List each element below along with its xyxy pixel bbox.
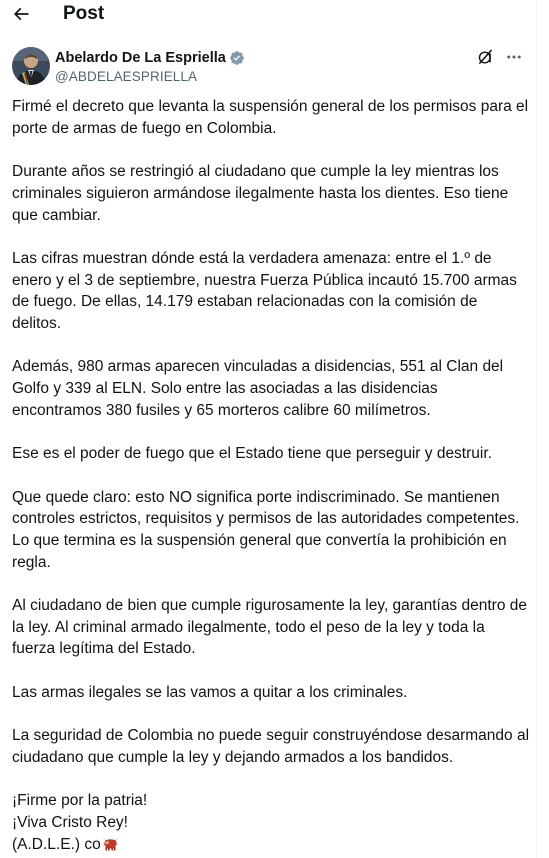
back-button[interactable]	[5, 0, 37, 30]
tweet-paragraph-3: Las cifras muestran dónde está la verdadera amenaza: entre el 1.º de enero y el 3 de septiembre, nuestra Fuerza Pública incautó 15.700 armas de fuego. De ellas, 14.179 estaban relacionadas con la comisión de delitos.	[12, 249, 517, 332]
tweet-paragraph-8: Las armas ilegales se las vamos a quitar a los criminales.	[12, 683, 408, 701]
tweet-paragraph-7: Al ciudadano de bien que cumple rigurosamente la ley, garantías dentro de la ley. Al criminal armado ilegalmente, todo el peso de la ley y toda la fuerza legítima del Estado.	[12, 597, 527, 658]
closing-signature: (A.D.L.E.) co	[12, 835, 101, 853]
paragraph-gap	[12, 769, 529, 791]
more-options-button[interactable]	[503, 47, 525, 67]
tweet-paragraph-9: La seguridad de Colombia no puede seguir construyéndose desarmando al ciudadano que cumple la ley y dejando armados a los bandidos.	[12, 727, 530, 766]
tweet-text	[12, 96, 529, 857]
paragraph-gap	[12, 704, 529, 726]
paragraph-gap	[12, 465, 529, 487]
more-dots-icon	[505, 48, 523, 66]
paragraph-gap	[12, 335, 529, 357]
arrow-left-icon	[11, 4, 31, 24]
post-header	[0, 0, 537, 33]
verified-badge-icon[interactable]	[229, 50, 245, 66]
closing-line-3	[12, 834, 529, 858]
paragraph-gap	[12, 660, 529, 682]
paragraph-gap	[12, 422, 529, 444]
display-name-row	[55, 49, 245, 67]
column-border	[536, 0, 537, 858]
post-actions	[475, 47, 525, 67]
tweet-paragraph-6: Que quede claro: esto NO significa porte indiscriminado. Se mantienen controles estrictos, requisitos y permisos de las autoridades competentes. Lo que termina es la suspensión general que convertía la prohibición en regla.	[12, 488, 520, 571]
closing-line-1: ¡Firme por la patria!	[12, 792, 148, 810]
grok-button[interactable]	[475, 47, 495, 67]
tweet-paragraph-4: Además, 980 armas aparecen vinculadas a disidencias, 551 al Clan del Golfo y 339 al ELN. Solo entre las asociadas a las disidencias encontramos 380 fusiles y 65 morteros calibre 60 milímetros.	[12, 358, 504, 419]
closing-line-2: ¡Viva Cristo Rey!	[12, 814, 128, 832]
tweet-paragraph-5: Ese es el poder de fuego que el Estado tiene que perseguir y destruir.	[12, 445, 492, 463]
profile-photo-icon	[12, 47, 50, 85]
author-handle[interactable]: @ABDELAESPRIELLA	[55, 69, 198, 84]
author-block	[12, 47, 525, 87]
grok-icon	[477, 49, 494, 66]
paragraph-gap	[12, 226, 529, 248]
page-title: Post	[63, 2, 105, 24]
paragraph-gap	[12, 139, 529, 161]
paragraph-gap	[12, 573, 529, 595]
tweet-paragraph-2: Durante años se restringió al ciudadano que cumple la ley mientras los criminales siguieron armándose ilegalmente hasta los dientes. Eso tiene que cambiar.	[12, 163, 509, 224]
display-name[interactable]: Abelardo De La Espriella	[55, 50, 226, 66]
tweet-paragraph-1: Firmé el decreto que levanta la suspensión general de los permisos para el porte de armas de fuego en Colombia.	[12, 98, 529, 137]
bull-emoji-icon	[102, 836, 119, 858]
avatar[interactable]	[12, 47, 50, 85]
author-names	[55, 49, 245, 84]
